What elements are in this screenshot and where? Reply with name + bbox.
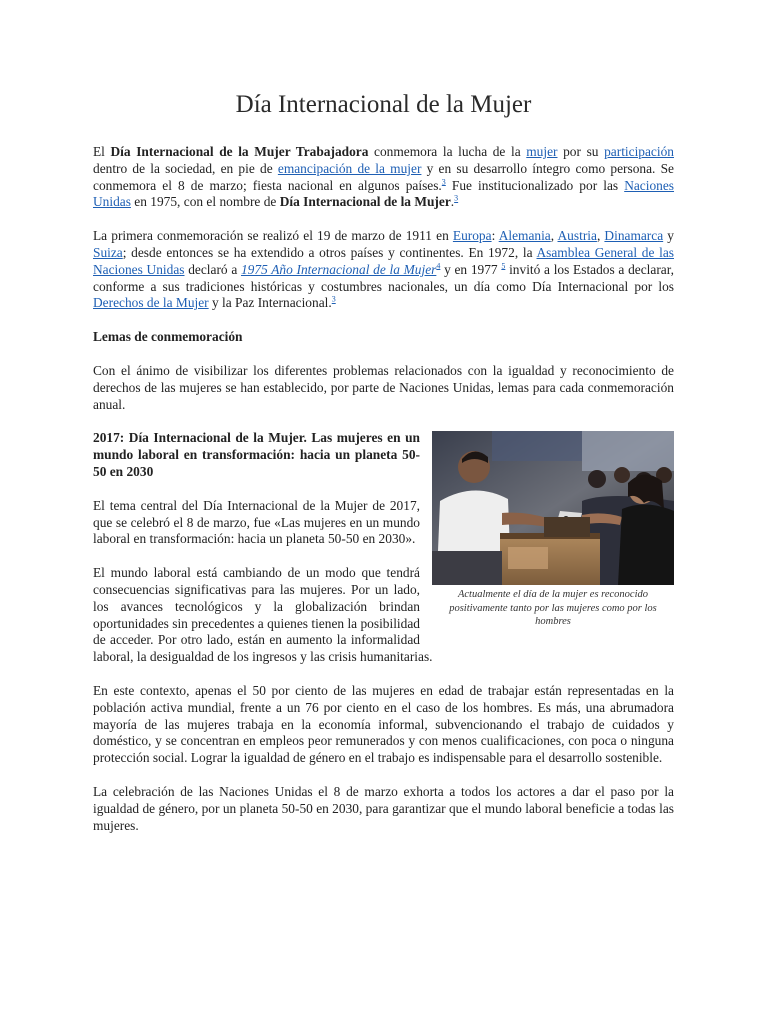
text-run: y	[663, 228, 674, 244]
document-body	[93, 92, 674, 851]
footnote-link[interactable]: 4	[436, 261, 441, 271]
text-run: y la Paz Internacional.	[208, 295, 332, 311]
paragraph-tema-central: El tema central del Día Internacional de la Mujer de 2017, que se celebró el 8 de marzo, fue «Las mujeres en un mundo laboral en transformación: hacia un planeta 50-50 en 2030».	[93, 497, 420, 547]
link-naciones-unidas[interactable]: Naciones Unidas	[93, 177, 675, 210]
link-suiza[interactable]: Suiza	[93, 244, 123, 260]
subsection-heading: 2017: Día Internacional de la Mujer. Las mujeres en un mundo laboral en transformación: hacia un planeta 50-50 en 2030	[93, 430, 420, 479]
text-run: ,	[596, 228, 605, 244]
link-emancipacion[interactable]: emancipación de la mujer	[277, 160, 422, 176]
text-run: El	[93, 144, 111, 159]
photo-women-day-stall	[432, 431, 674, 585]
paragraph-intro	[93, 144, 674, 211]
paragraph-mundo-laboral: El mundo laboral está cambiando de un modo que tendrá consecuencias significativas para las mujeres. Por un lado, los avances tecnológicos y la globalización brindan oportunidades sin precedentes a quienes tienen la posibilidad de acceder. Por otro lado, están en aumento la informalidad laboral, la desigualdad de los ingresos y las crisis humanitarias.	[93, 565, 433, 665]
footnote-link[interactable]: 3	[441, 177, 446, 187]
link-alemania[interactable]: Alemania	[498, 228, 551, 244]
link-mujer[interactable]: mujer	[526, 144, 558, 159]
text-run: Fue institucionalizado por las	[445, 177, 625, 193]
bold-term: Día Internacional de la Mujer Trabajadora	[110, 144, 369, 159]
text-run: declaró a	[184, 261, 241, 277]
paragraph-history	[93, 228, 674, 312]
text-run: y en su desarrollo íntegro como persona. Se conmemora el 8 de marzo; fiesta nacional en algunos países.	[93, 160, 675, 193]
paragraph-celebracion: La celebración de las Naciones Unidas el 8 de marzo exhorta a todos los actores a dar el paso por la igualdad de género, por un planeta 50-50 en 2030, para garantizar que el mundo laboral beneficie a todas las mujeres.	[93, 783, 674, 833]
text-run: .	[450, 194, 455, 210]
text-run: por su	[557, 144, 605, 159]
link-dinamarca[interactable]: Dinamarca	[604, 228, 664, 244]
footnote-link[interactable]: 3	[454, 193, 459, 203]
paragraph-lemas: Con el ánimo de visibilizar los diferentes problemas relacionados con la igualdad y reconocimiento de derechos de las mujeres se han establecido, por parte de Naciones Unidas, lemas para cada conmemoración anual.	[93, 362, 674, 412]
link-participacion[interactable]: participación	[604, 144, 674, 159]
text-run: conmemora la lucha de la	[368, 144, 527, 159]
footnote-link[interactable]: 5	[501, 261, 506, 271]
text-run: ; desde entonces se ha extendido a otros países y continentes. En 1972, la	[122, 244, 537, 260]
figure-caption: Actualmente el día de la mujer es reconocido positivamente tanto por las mujeres como por los hombres	[449, 589, 657, 628]
link-asamblea-general[interactable]: Asamblea General de las Naciones Unidas	[93, 244, 674, 277]
text-run: ,	[550, 228, 558, 244]
link-austria[interactable]: Austria	[557, 228, 597, 244]
text-run: en 1975, con el nombre de	[130, 194, 280, 210]
link-ano-internacional[interactable]: 1975 Año Internacional de la Mujer	[240, 261, 437, 277]
bold-term: Día Internacional de la Mujer	[279, 194, 451, 210]
text-run: y en 1977	[440, 261, 502, 277]
paragraph-contexto: En este contexto, apenas el 50 por ciento de las mujeres en edad de trabajar están representadas en la población activa mundial, frente a un 76 por ciento en el caso de los hombres. Es más, una abrumadora mayoría de las mujeres trabaja en la economía informal, subvencionando el trabajo de cuidados y doméstico, y se concentran en empleos peor remunerados y con menos cualificaciones, con poca o ninguna protección social. Lograr la igualdad de género en el trabajo es indispensable para el desarrollo sostenible.	[93, 682, 674, 766]
footnote-link[interactable]: 3	[331, 294, 336, 304]
link-derechos-mujer[interactable]: Derechos de la Mujer	[93, 295, 209, 311]
link-europa[interactable]: Europa	[452, 228, 492, 244]
text-run: invitó a los Estados a declarar, conforme a sus tradiciones históricas y costumbres nacionales, un día como Día Internacional por los	[93, 261, 675, 294]
text-run: :	[491, 228, 499, 244]
figure	[432, 431, 674, 629]
text-run: La primera conmemoración se realizó el 19 de marzo de 1911 en	[93, 228, 453, 244]
text-run: dentro de la sociedad, en pie de	[93, 160, 278, 176]
page-title: Día Internacional de la Mujer	[235, 91, 532, 118]
section-heading: Lemas de conmemoración	[93, 329, 243, 345]
